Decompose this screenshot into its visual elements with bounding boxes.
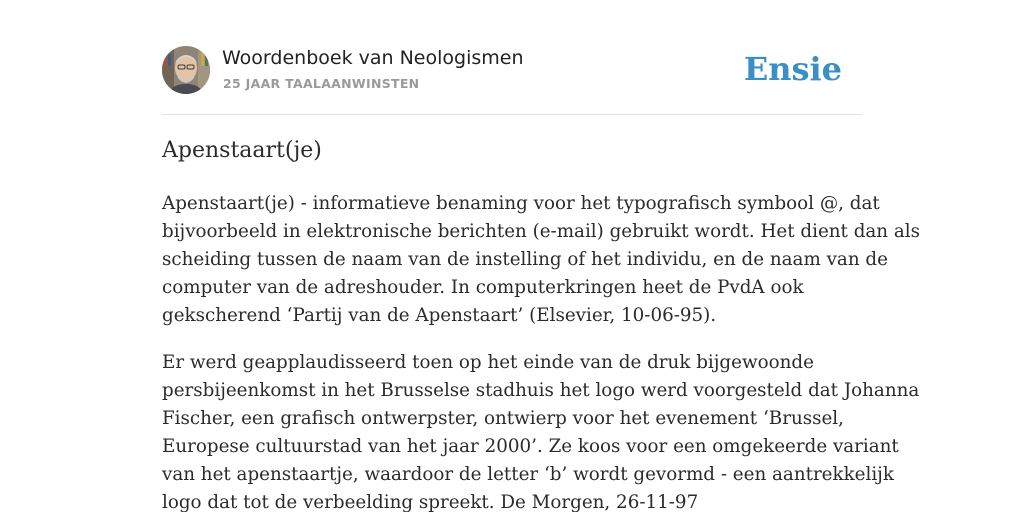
text-line: gekscherend ‘Partij van de Apenstaart’ (Elsevier, 10-06-95).: [162, 305, 717, 326]
ensie-logo-link[interactable]: Ensie: [743, 50, 842, 88]
text-line: bijvoorbeeld in elektronische berichten (e-mail) gebruikt wordt. Het dient dan als: [162, 221, 921, 242]
definition-paragraph: [162, 190, 921, 330]
text-line: scheiding tussen de naam van de instelling of het individu, en de naam van de: [162, 249, 888, 270]
quote-paragraph: [162, 349, 920, 512]
article-body: [162, 190, 921, 512]
author-avatar[interactable]: [162, 46, 210, 94]
text-line: van het apenstaartje, waardoor de letter ‘b’ wordt gevormd - een aantrekkelijk: [162, 464, 894, 485]
author-portrait-icon: [162, 46, 210, 94]
site-header: [162, 46, 862, 115]
text-line: Fischer, een grafisch ontwerpster, ontwierp voor het evenement ‘Brussel,: [162, 408, 844, 429]
text-line: computer van de adreshouder. In computerkringen heet de PvdA ook: [162, 277, 804, 298]
text-line: logo dat tot de verbeelding spreekt. De Morgen, 26-11-97: [162, 492, 699, 512]
text-line: Europese cultuurstad van het jaar 2000’. Ze koos voor een omgekeerde variant: [162, 436, 899, 457]
page-title: Apenstaart(je): [162, 138, 322, 163]
site-title[interactable]: Woordenboek van Neologismen: [222, 47, 524, 69]
text-line: Apenstaart(je) - informatieve benaming voor het typografisch symbool @, dat: [162, 193, 880, 214]
text-line: persbijeenkomst in het Brusselse stadhuis het logo werd voorgesteld dat Johanna: [162, 380, 920, 401]
site-subtitle: 25 JAAR TAALAANWINSTEN: [223, 76, 420, 91]
text-line: Er werd geapplaudisseerd toen op het einde van de druk bijgewoonde: [162, 352, 814, 373]
